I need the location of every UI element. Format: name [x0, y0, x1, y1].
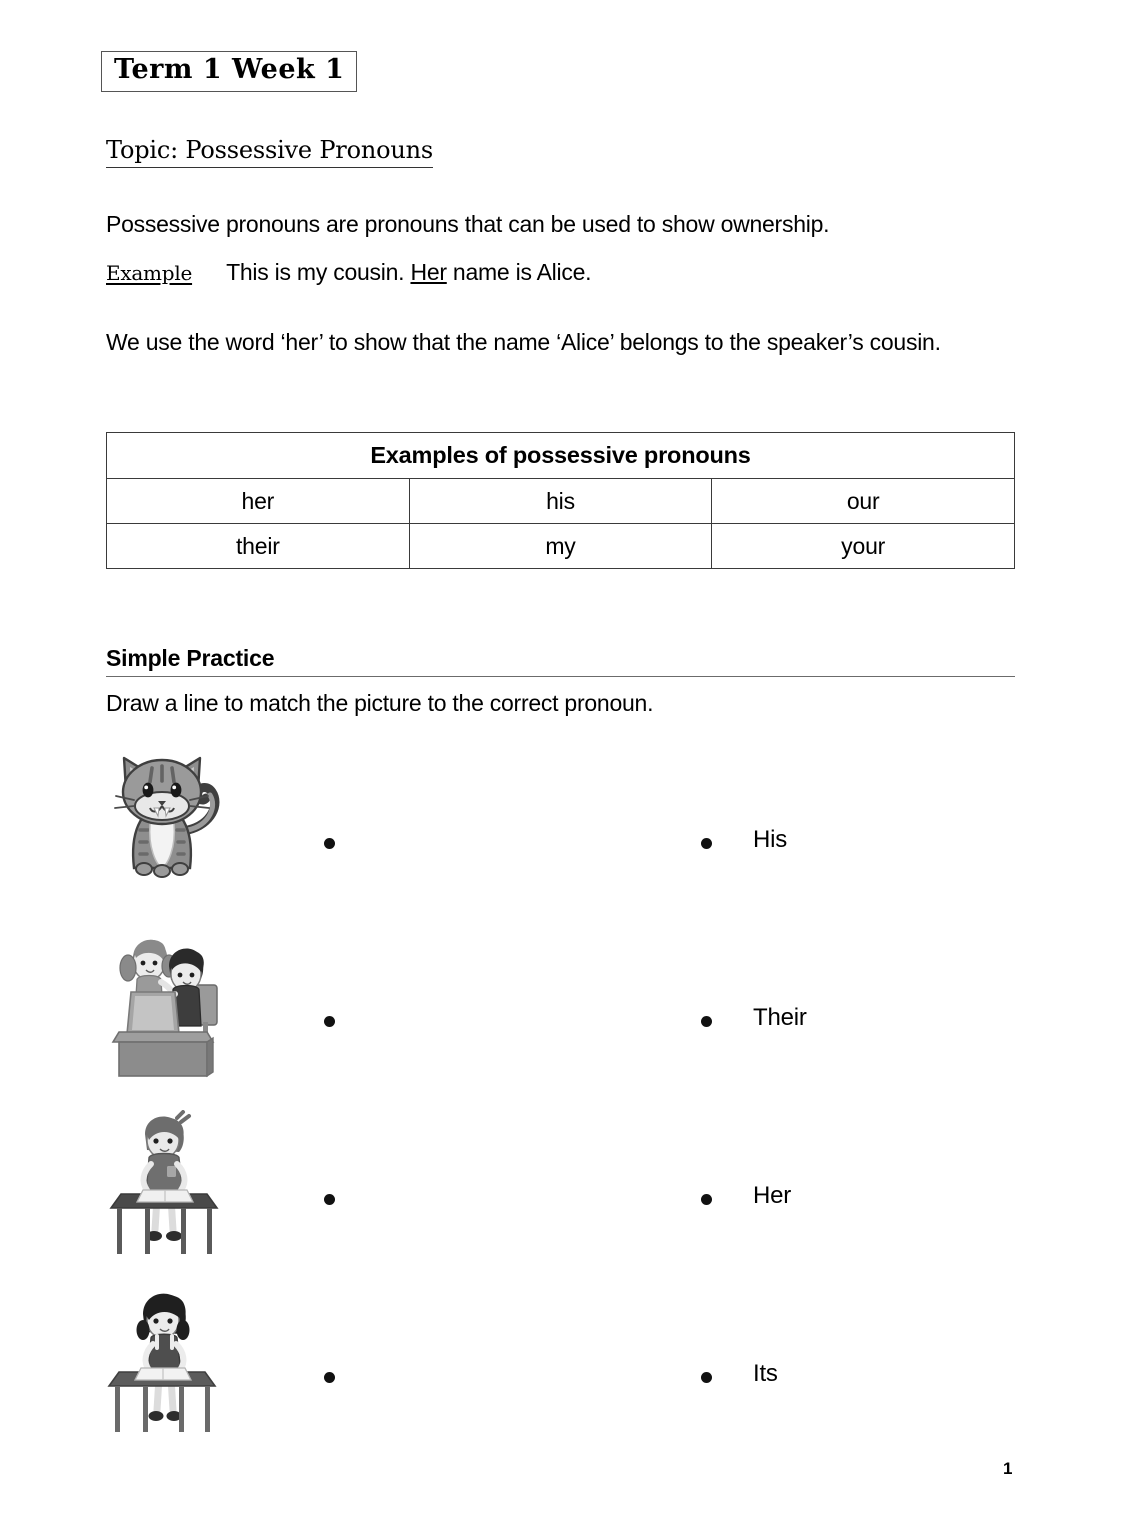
two-children-computer-icon — [103, 930, 253, 1100]
table-cell: your — [712, 524, 1015, 569]
match-row — [0, 1096, 1123, 1274]
match-dot-right[interactable] — [701, 838, 712, 849]
table-cell: my — [409, 524, 712, 569]
pronoun-option: His — [753, 826, 788, 853]
table-cell: his — [409, 479, 712, 524]
pronoun-option: Their — [753, 1004, 807, 1031]
match-row — [0, 918, 1123, 1096]
match-dot-right[interactable] — [701, 1194, 712, 1205]
example-sentence-after: name is Alice. — [446, 259, 592, 285]
table-row — [107, 479, 1015, 524]
page-number: 1 — [1003, 1459, 1013, 1478]
match-dot-left[interactable] — [324, 1372, 335, 1383]
boy-at-desk-icon — [105, 1110, 255, 1280]
match-row — [0, 740, 1123, 918]
table-header-row — [107, 433, 1015, 479]
term-title: Term 1 Week 1 — [114, 54, 345, 85]
example-line — [106, 256, 1026, 289]
girl-at-desk-icon — [105, 1288, 255, 1458]
example-sentence-before: This is my cousin. — [226, 259, 411, 285]
practice-heading: Simple Practice — [106, 645, 1015, 677]
table-cell: our — [712, 479, 1015, 524]
example-label: Example — [106, 261, 193, 285]
cat-icon — [100, 750, 250, 920]
match-row — [0, 1274, 1123, 1452]
matching-exercise — [0, 740, 1123, 1452]
table-cell: her — [107, 479, 410, 524]
match-dot-left[interactable] — [324, 838, 335, 849]
topic-heading: Topic: Possessive Pronouns — [106, 136, 433, 168]
term-title-box — [101, 51, 357, 92]
possessive-pronouns-table — [106, 432, 1015, 569]
intro-paragraph: Possessive pronouns are pronouns that can be used to show ownership. — [106, 211, 830, 237]
practice-instruction: Draw a line to match the picture to the correct pronoun. — [106, 690, 654, 716]
match-dot-right[interactable] — [701, 1372, 712, 1383]
match-dot-right[interactable] — [701, 1016, 712, 1027]
pronoun-option: Her — [753, 1182, 792, 1209]
example-underlined-word: Her — [410, 259, 447, 285]
table-row — [107, 524, 1015, 569]
table-cell: their — [107, 524, 410, 569]
match-dot-left[interactable] — [324, 1194, 335, 1205]
pronoun-option: Its — [753, 1360, 778, 1387]
match-dot-left[interactable] — [324, 1016, 335, 1027]
explanation-paragraph: We use the word ‘her’ to show that the name ‘Alice’ belongs to the speaker’s cousin. — [106, 329, 941, 355]
table-header-cell: Examples of possessive pronouns — [107, 433, 1015, 479]
